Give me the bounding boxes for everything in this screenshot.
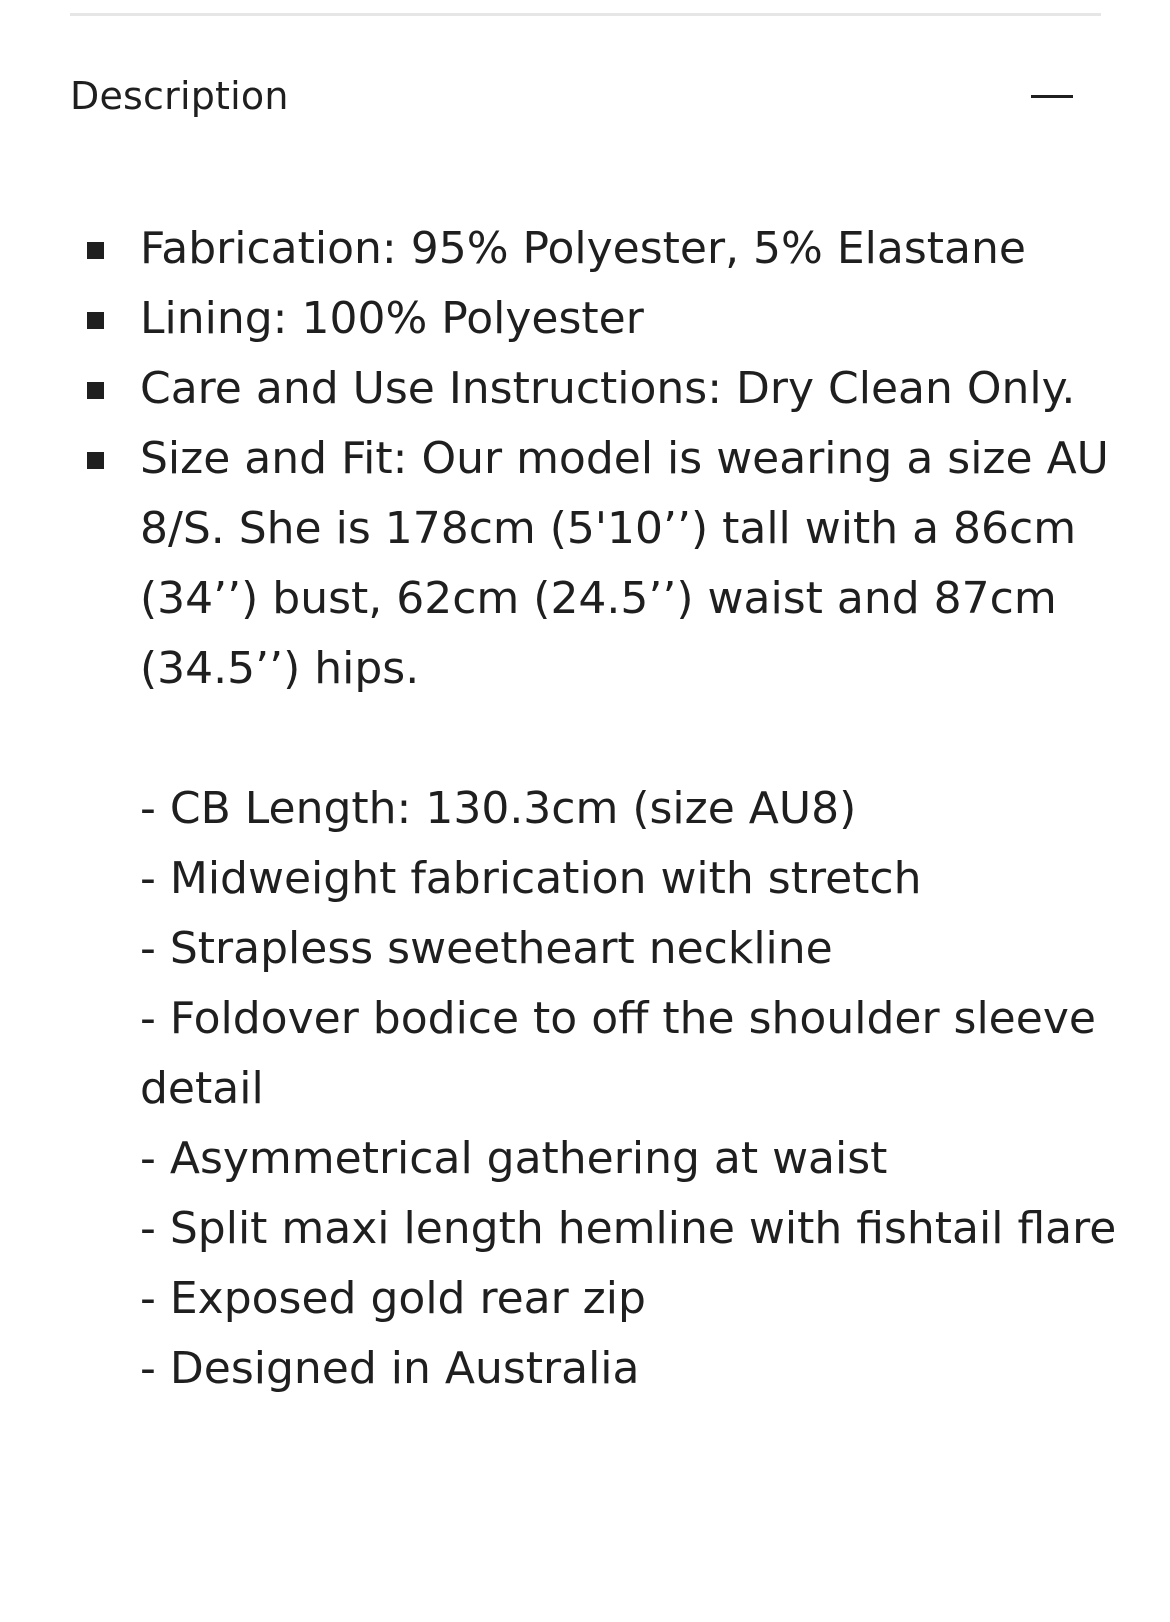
detail-line: - Midweight fabrication with stretch (140, 853, 922, 904)
spec-care: Care and Use Instructions: Dry Clean Only. (140, 363, 1076, 414)
spec-list (0, 214, 1170, 1404)
list-item (0, 284, 1170, 354)
spec-fabrication: Fabrication: 95% Polyester, 5% Elastane (140, 223, 1026, 274)
detail-line: - Exposed gold rear zip (140, 1273, 646, 1324)
detail-line: - Designed in Australia (140, 1343, 640, 1394)
description-accordion-toggle[interactable] (70, 66, 1101, 126)
square-bullet-icon (87, 382, 104, 399)
list-item (0, 424, 1170, 1404)
minus-icon[interactable] (1031, 81, 1073, 111)
square-bullet-icon (87, 452, 104, 469)
description-content (0, 214, 1170, 1404)
detail-line: - CB Length: 130.3cm (size AU8) (140, 783, 857, 834)
square-bullet-icon (87, 242, 104, 259)
detail-line: - Split maxi length hemline with fishtail flare (140, 1203, 1117, 1254)
square-bullet-icon (87, 312, 104, 329)
detail-line: - Strapless sweetheart neckline (140, 923, 833, 974)
list-item (0, 214, 1170, 284)
spec-lining: Lining: 100% Polyester (140, 293, 644, 344)
section-divider (70, 13, 1101, 16)
detail-line: - Foldover bodice to off the shoulder sleeve detail (140, 993, 1096, 1114)
list-item (0, 354, 1170, 424)
accordion-title: Description (70, 74, 289, 118)
spec-size-fit: Size and Fit: Our model is wearing a size AU 8/S. She is 178cm (5'10’’) tall with a 86cm (34’’) bust, 62cm (24.5’’) waist and 87cm (34.5’’) hips. (140, 433, 1109, 694)
detail-line: - Asymmetrical gathering at waist (140, 1133, 888, 1184)
